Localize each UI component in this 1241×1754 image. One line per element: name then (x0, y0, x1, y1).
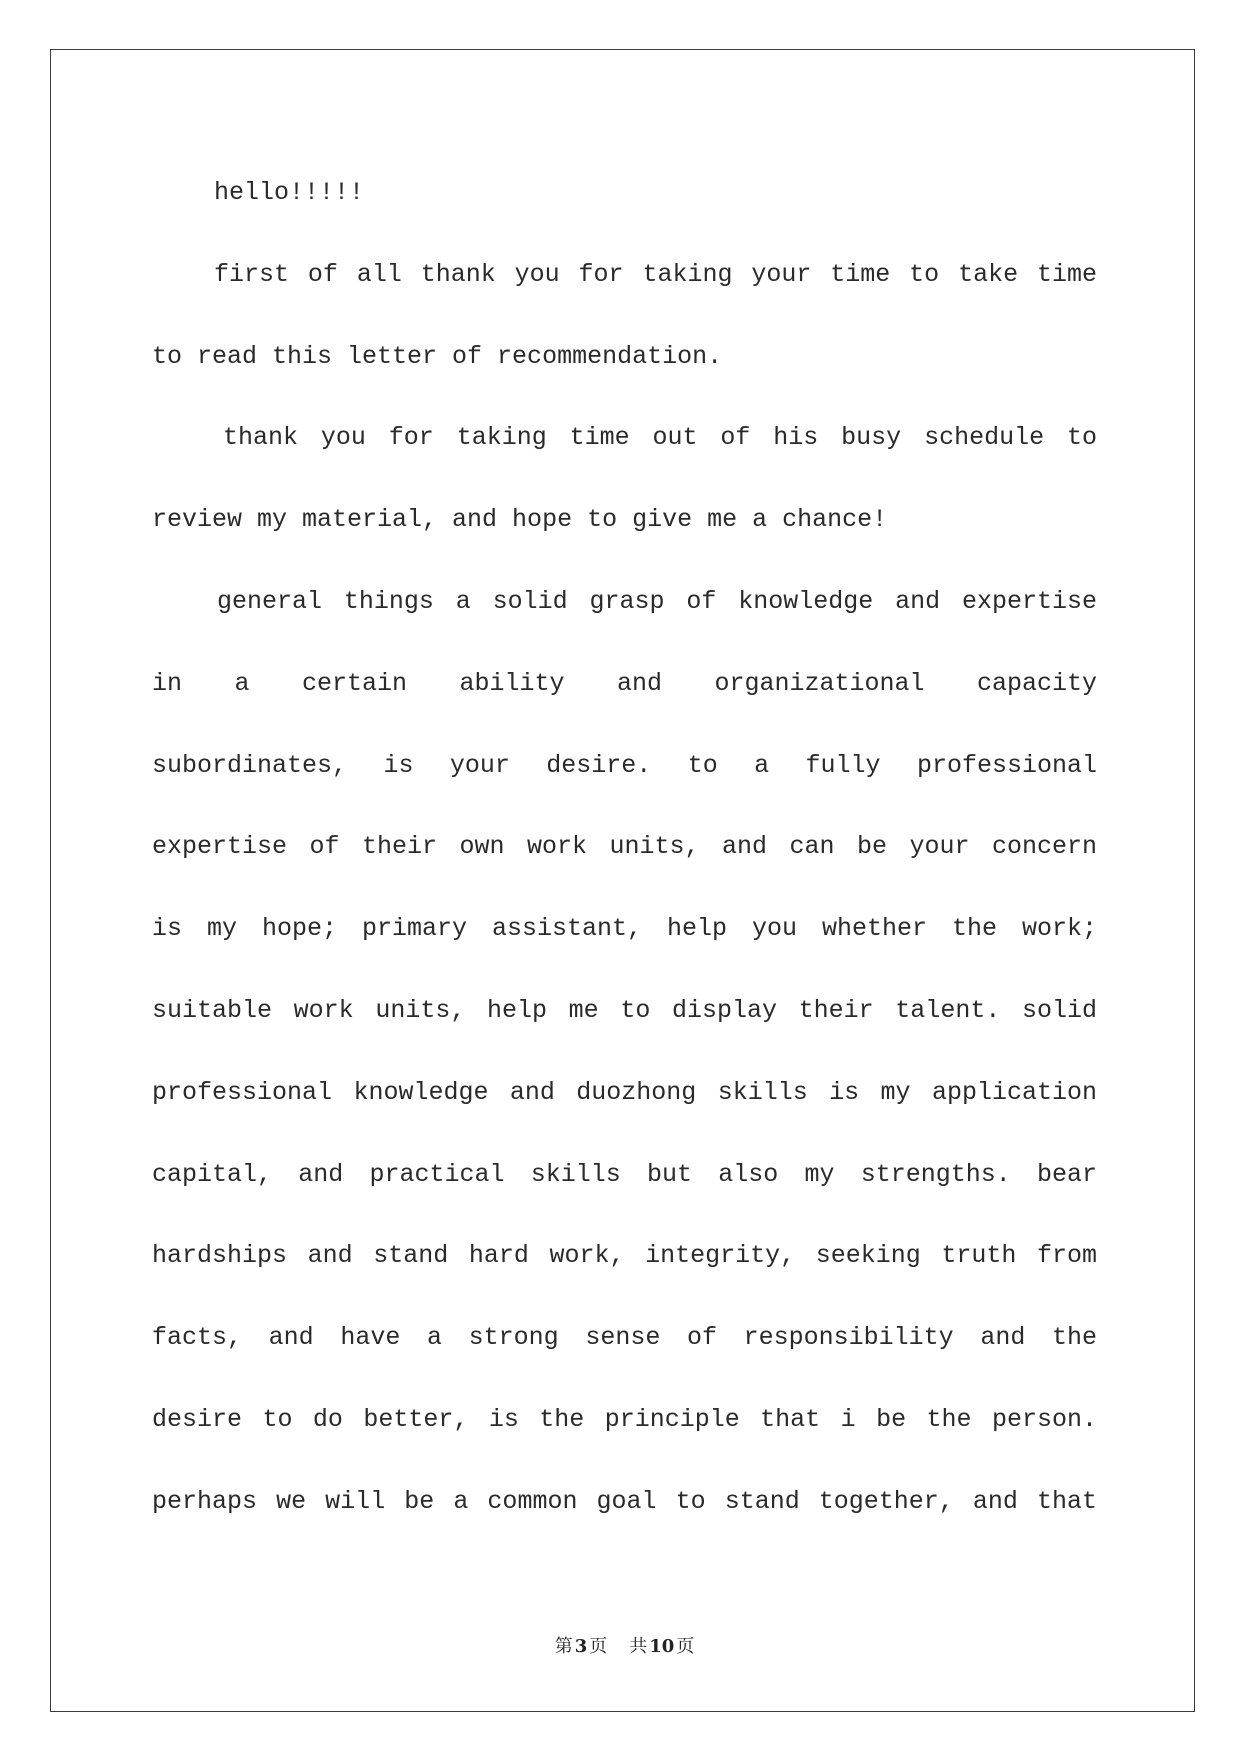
text-line: in a certain ability and organizational capacity (152, 668, 1097, 698)
text-line: perhaps we will be a common goal to stand together, and that (152, 1486, 1097, 1516)
text-line: thank you for taking time out of his busy schedule to (223, 423, 1097, 453)
text-line: first of all thank you for taking your time to take time (214, 259, 1097, 289)
text-line: hardships and stand hard work, integrity, seeking truth from (152, 1241, 1097, 1271)
text-line: general things a solid grasp of knowledge and expertise (217, 586, 1097, 616)
text-line: is my hope; primary assistant, help you whether the work; (152, 914, 1097, 944)
text-line: review my material, and hope to give me a chance! (152, 505, 888, 535)
page-number-footer (0, 1634, 1241, 1660)
text-line: capital, and practical skills but also my strengths. bear (152, 1159, 1097, 1189)
greeting-line: hello!!!!! (214, 178, 365, 207)
page-prefix: 第 (554, 1636, 573, 1657)
text-line: facts, and have a strong sense of responsibility and the (152, 1323, 1097, 1353)
text-line: suitable work units, help me to display their talent. solid (152, 995, 1097, 1025)
page-suffix: 页 (589, 1636, 608, 1657)
total-page-count: 10 (649, 1636, 675, 1657)
text-line: expertise of their own work units, and can be your concern (152, 832, 1097, 862)
text-line: subordinates, is your desire. to a fully professional (152, 750, 1097, 780)
total-prefix: 共 (629, 1636, 648, 1657)
total-suffix: 页 (676, 1636, 695, 1657)
current-page-number: 3 (574, 1636, 588, 1657)
letter-body (152, 152, 1097, 1543)
text-line: to read this letter of recommendation. (152, 341, 723, 371)
text-line: professional knowledge and duozhong skills is my application (152, 1077, 1097, 1107)
text-line: desire to do better, is the principle that i be the person. (152, 1404, 1097, 1434)
